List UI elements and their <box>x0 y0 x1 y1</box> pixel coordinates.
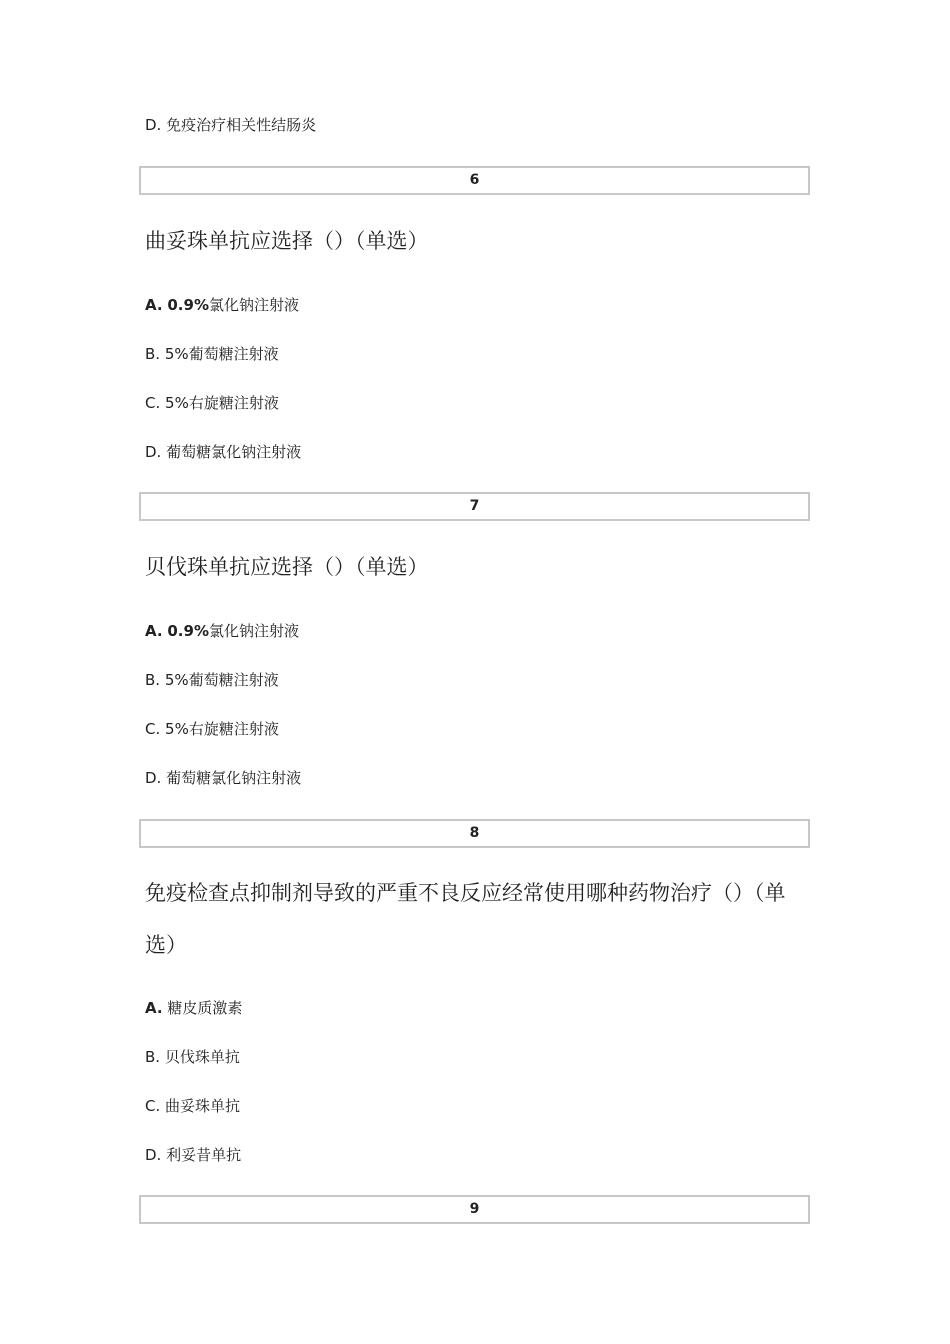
question-stem: 免疫检查点抑制剂导致的严重不良反应经常使用哪种药物治疗（）（单选） <box>145 881 786 957</box>
option-letter: B. <box>145 345 161 363</box>
question-stem: 曲妥珠单抗应选择（）（单选） <box>145 229 429 253</box>
option-d <box>145 1145 241 1165</box>
option-b <box>145 1047 240 1067</box>
option-letter: D. <box>145 443 162 461</box>
option-text: 氯化钠注射液 <box>208 622 299 640</box>
option-a <box>145 998 242 1018</box>
option-text: 氯化钠注射液 <box>208 296 299 314</box>
option-percent: 0.9% <box>167 622 209 640</box>
option-c <box>145 719 279 739</box>
question-stem: 贝伐珠单抗应选择（）（单选） <box>145 555 429 579</box>
option-letter: C. <box>145 1097 161 1115</box>
question-number-bar: 8 <box>139 819 810 848</box>
option-text: 葡萄糖氯化钠注射液 <box>166 443 302 461</box>
option-letter: B. <box>145 671 161 689</box>
option-text: 糖皮质激素 <box>167 999 243 1017</box>
option-text: 5%右旋糖注射液 <box>165 394 279 412</box>
option-d <box>145 442 301 462</box>
option-letter: C. <box>145 394 161 412</box>
option-letter: A. <box>145 296 163 314</box>
option-text: 免疫治疗相关性结肠炎 <box>166 116 317 134</box>
option-d <box>145 115 316 135</box>
option-letter: D. <box>145 769 162 787</box>
option-c <box>145 1096 240 1116</box>
option-letter: A. <box>145 999 163 1017</box>
question-number-bar: 7 <box>139 492 810 521</box>
option-b <box>145 344 279 364</box>
option-a <box>145 295 299 315</box>
option-letter: D. <box>145 116 162 134</box>
option-letter: C. <box>145 720 161 738</box>
option-c <box>145 393 279 413</box>
option-a <box>145 621 299 641</box>
option-b <box>145 670 279 690</box>
option-d <box>145 768 301 788</box>
option-text: 5%葡萄糖注射液 <box>164 345 279 363</box>
option-text: 曲妥珠单抗 <box>165 1097 241 1115</box>
option-text: 5%葡萄糖注射液 <box>164 671 279 689</box>
question-number-bar: 9 <box>139 1195 810 1224</box>
option-text: 贝伐珠单抗 <box>164 1048 240 1066</box>
option-text: 5%右旋糖注射液 <box>165 720 279 738</box>
option-letter: D. <box>145 1146 162 1164</box>
option-letter: B. <box>145 1048 161 1066</box>
option-letter: A. <box>145 622 163 640</box>
question-number-bar: 6 <box>139 166 810 195</box>
option-text: 葡萄糖氯化钠注射液 <box>166 769 302 787</box>
option-text: 利妥昔单抗 <box>166 1146 242 1164</box>
option-percent: 0.9% <box>167 296 209 314</box>
